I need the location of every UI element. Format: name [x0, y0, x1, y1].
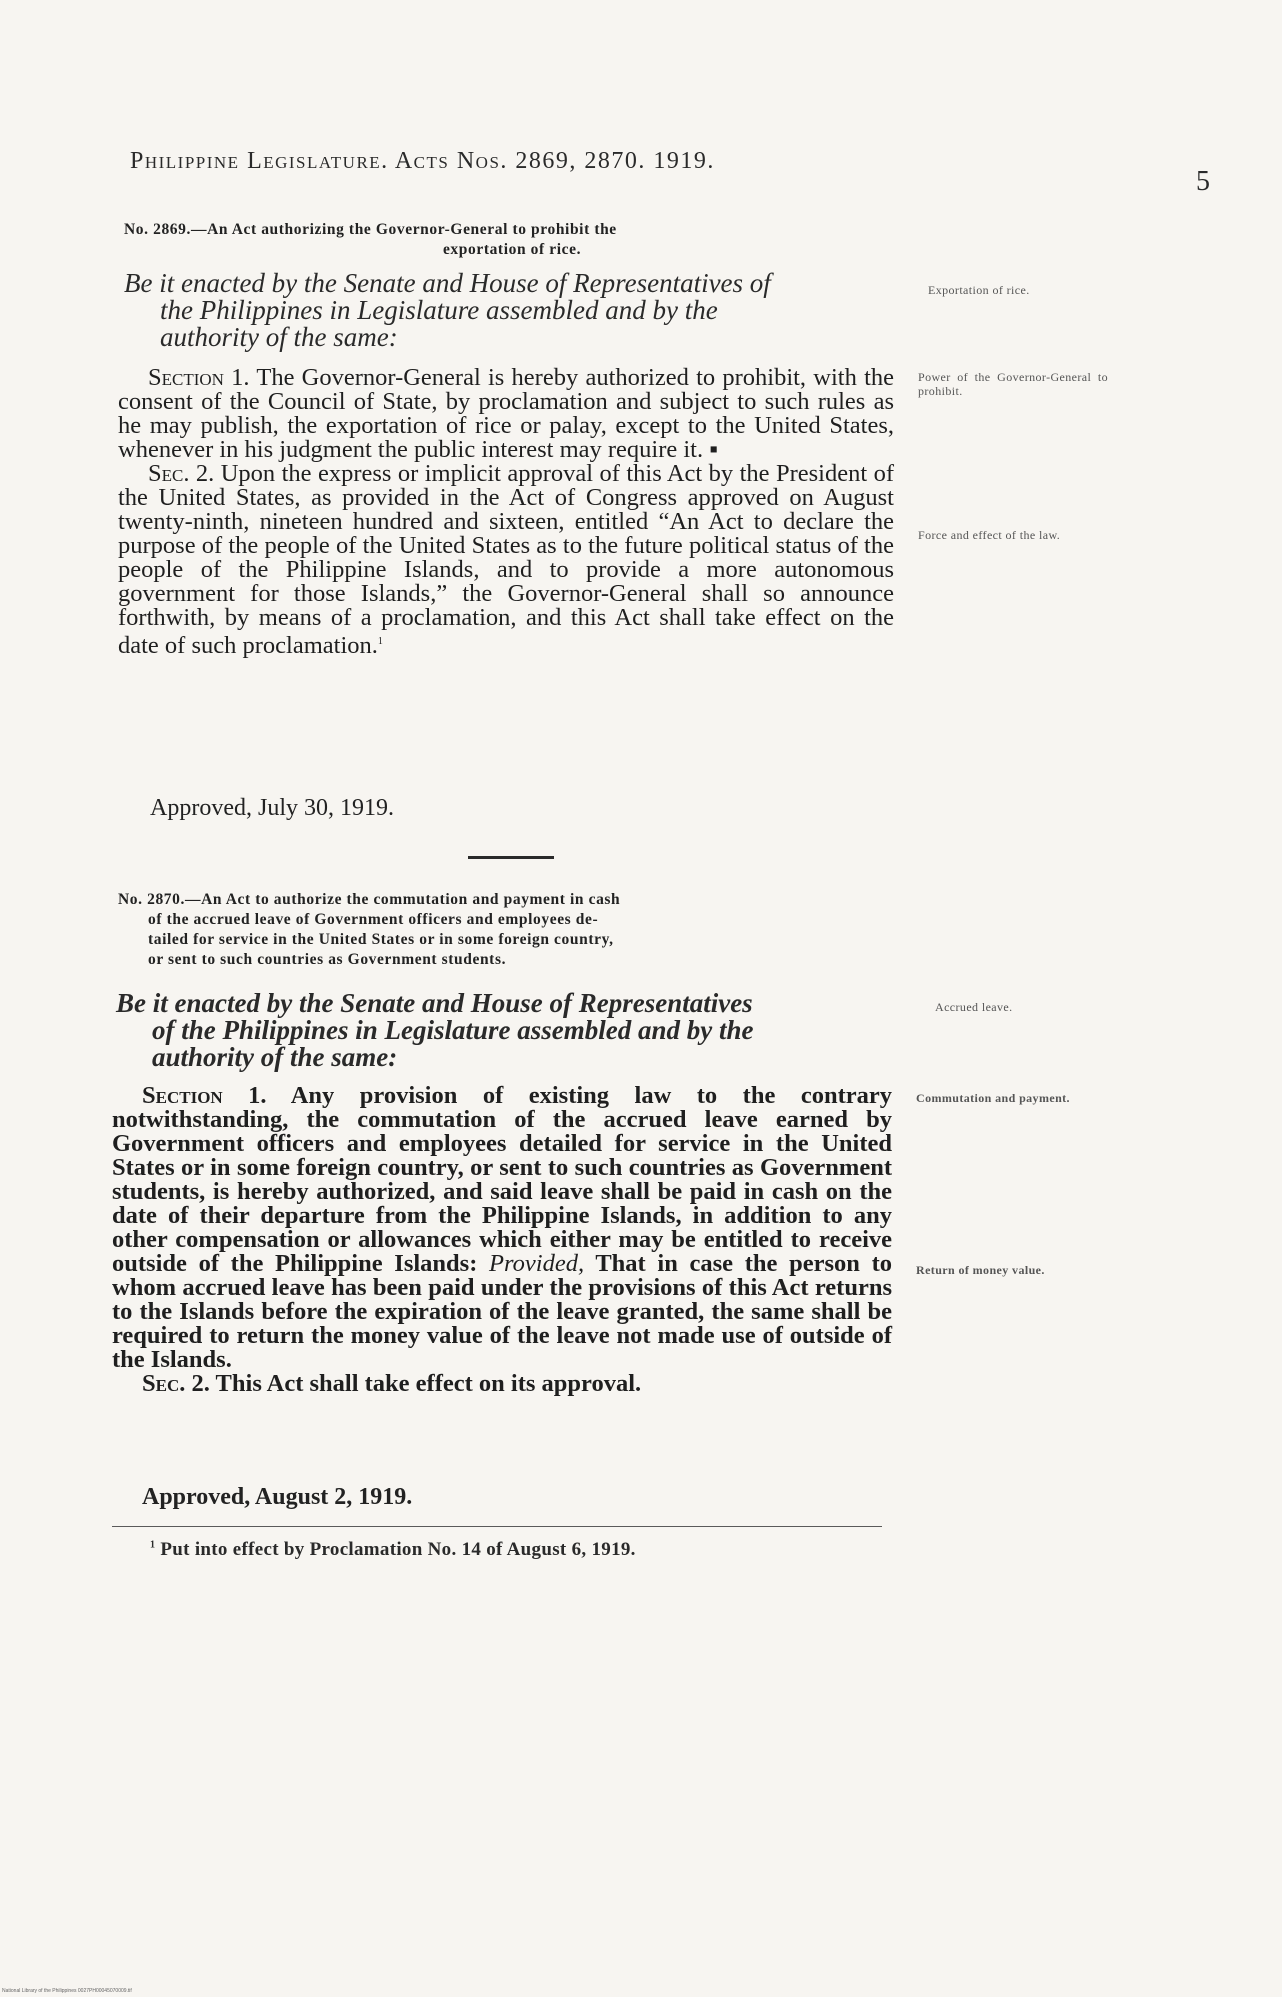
- section-text: That in case the person to whom accrued leave has been paid under the provisions of this Act returns to the Islands before the expiration of the leave granted, the same shall be required to return the money value of the leave not made use of outside of the Islands.: [112, 1250, 892, 1373]
- page-number: 5: [1196, 166, 1210, 197]
- enacting-line: the Philippines in Legislature assembled and by the: [160, 295, 718, 325]
- footnote-mark: 1: [150, 1539, 156, 1551]
- act-2869-title: [124, 220, 900, 260]
- stray-mark: ▪: [703, 436, 718, 463]
- act-2869-approved: Approved, July 30, 1919.: [150, 795, 394, 821]
- act-2869-title-line: No. 2869.—An Act authorizing the Governor-General to prohibit the: [124, 221, 617, 238]
- section-label: Sec. 2.: [142, 1370, 210, 1397]
- section-1: [118, 366, 894, 462]
- section-text: Upon the express or implicit approval of this Act by the President of the United States, as provided in the Act of Congress approved on August twenty-ninth, nineteen hundred and sixteen, entitled “An Act to declare the purpose of the people of the United States as to the future political status of the people of the Philippine Islands, and to provide a more autonomous government for those Islands,” the Governor-General shall so announce forthwith, by means of a proclamation, and this Act shall take effect on the date of such proclamation.: [118, 460, 894, 660]
- enacting-line: authority of the same:: [160, 322, 398, 352]
- section-1: [112, 1084, 892, 1372]
- enacting-line: Be it enacted by the Senate and House of Representatives: [116, 988, 753, 1018]
- section-text: The Governor-General is hereby authorized to prohibit, with the consent of the Council of State, by proclamation and subject to such rules as he may publish, the exportation of rice or palay, except to the United States, whenever in his judgment the public interest may require it.: [118, 364, 895, 463]
- margin-note-power: Power of the Governor-General to prohibit.: [918, 370, 1108, 398]
- section-divider: [468, 856, 554, 859]
- margin-note-return: Return of money value.: [916, 1263, 1045, 1277]
- footnote-rule: [112, 1526, 882, 1527]
- section-2: [112, 1372, 892, 1396]
- act-2870-enacting-clause: [116, 990, 896, 1071]
- act-2870-title-line: or sent to such countries as Government students.: [148, 951, 507, 968]
- act-2870-title-line: No. 2870.—An Act to authorize the commutation and payment in cash: [118, 891, 621, 908]
- act-2869-body: [118, 366, 894, 658]
- section-2: [118, 462, 894, 658]
- enacting-line: Be it enacted by the Senate and House of Representatives of: [124, 268, 771, 298]
- footnote: [150, 1539, 636, 1561]
- running-head: Philippine Legislature. Acts Nos. 2869, 2870. 1919.: [130, 148, 715, 174]
- section-label: Section 1.: [148, 364, 250, 391]
- act-2870-approved: Approved, August 2, 1919.: [142, 1484, 413, 1510]
- scan-credit: National Library of the Philippines 0027PH00045070009.tif: [2, 1988, 132, 1994]
- act-2870-title: [118, 890, 900, 970]
- margin-note-force: Force and effect of the law.: [918, 528, 1061, 542]
- margin-note-exportation: Exportation of rice.: [928, 283, 1030, 297]
- act-2870-title-line: of the accrued leave of Government officers and employees de-: [148, 911, 599, 928]
- section-label: Section 1.: [142, 1082, 267, 1109]
- act-2869-enacting-clause: [124, 270, 904, 351]
- footnote-reference: 1: [377, 636, 383, 647]
- act-2870-body: [112, 1084, 892, 1396]
- section-text: This Act shall take effect on its approval.: [209, 1370, 642, 1397]
- provided-clause: Provided,: [489, 1250, 585, 1277]
- enacting-line: authority of the same:: [152, 1042, 398, 1072]
- act-2870-title-line: tailed for service in the United States or in some foreign country,: [148, 931, 614, 948]
- act-2869-title-line: exportation of rice.: [442, 241, 582, 258]
- margin-note-commutation: Commutation and payment.: [916, 1091, 1070, 1105]
- enacting-line: of the Philippines in Legislature assembled and by the: [152, 1015, 754, 1045]
- section-label: Sec. 2.: [148, 460, 215, 487]
- section-text: Any provision of existing law to the contrary notwithstanding, the commutation of the accrued leave earned by Government officers and employees detailed for service in the United States or in some foreign country, or sent to such countries as Government students, is hereby authorized, and said leave shall be paid in cash on the date of their departure from the Philippine Islands, in addition to any other compensation or allowances which either may be entitled to receive outside of the Philippine Islands:: [112, 1082, 892, 1277]
- footnote-text: Put into effect by Proclamation No. 14 of August 6, 1919.: [160, 1539, 636, 1560]
- margin-note-accrued: Accrued leave.: [935, 1000, 1013, 1014]
